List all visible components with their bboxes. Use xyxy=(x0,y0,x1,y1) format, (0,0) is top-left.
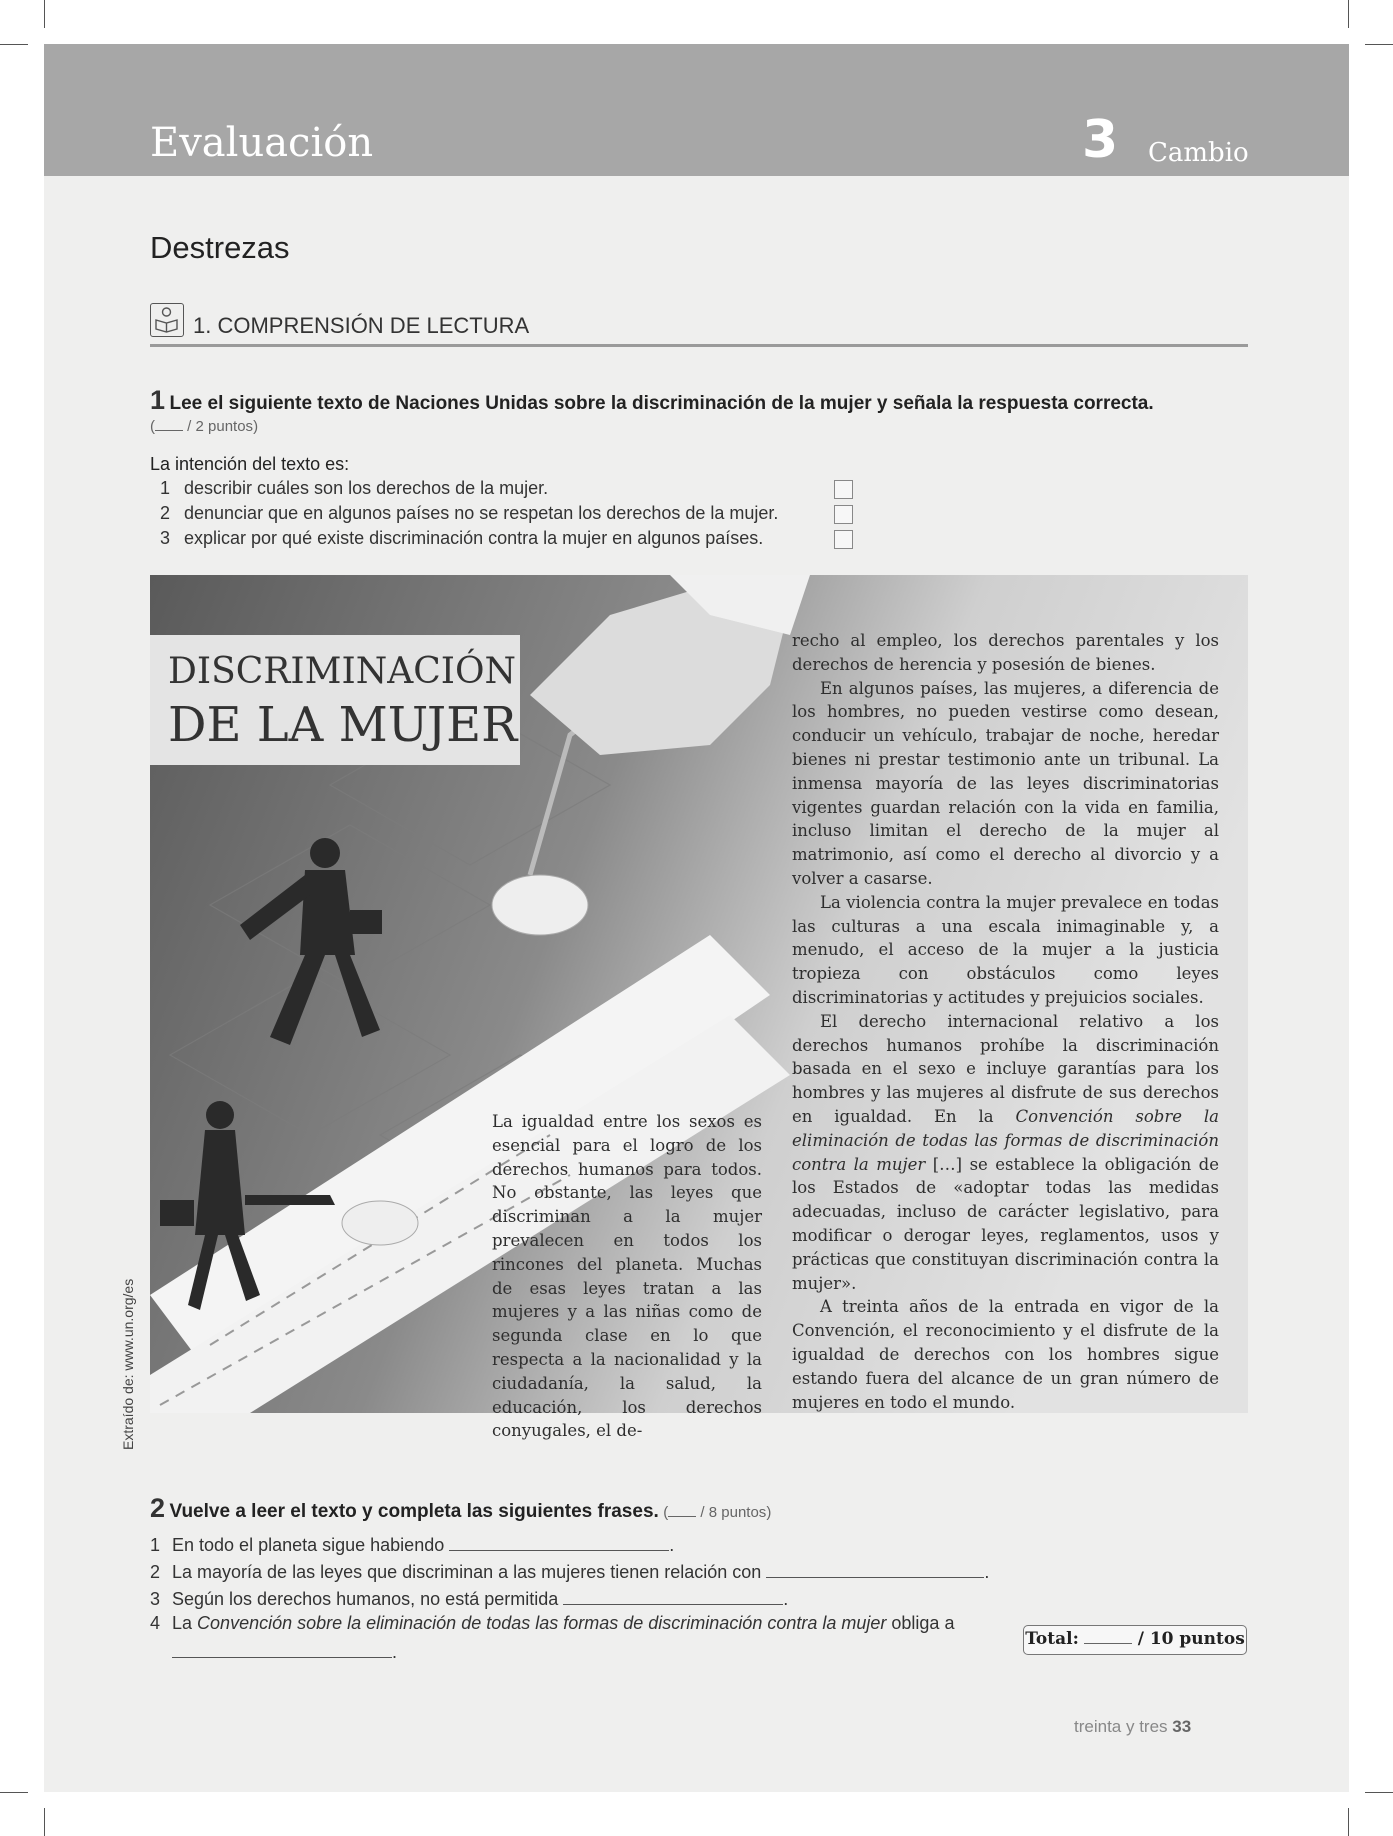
page-word: treinta y tres xyxy=(1074,1717,1168,1736)
option-3: 3 explicar por qué existe discriminación contra la mujer en algunos países. xyxy=(160,528,764,548)
option-text: denunciar que en algunos países no se respetan los derechos de la mujer. xyxy=(184,503,779,523)
option-text: describir cuáles son los derechos de la mujer. xyxy=(184,478,549,498)
unit-name: Cambio xyxy=(1148,138,1249,168)
article-paragraph: La violencia contra la mujer prevalece en todas las culturas a una escala inimaginable y, a menudo, el acceso de la mujer a la justicia tropieza con obstáculos como leyes discriminatorias y actitudes y prejuicios sociales. xyxy=(792,892,1219,1007)
article-title-box xyxy=(150,635,520,765)
question-1 xyxy=(150,385,1154,416)
section-title: 1. COMPRENSIÓN DE LECTURA xyxy=(193,313,530,338)
sentence-3: 3 Según los derechos humanos, no está permitida . xyxy=(150,1586,788,1610)
option-2-checkbox[interactable] xyxy=(834,505,853,524)
answer-blank[interactable] xyxy=(449,1532,669,1551)
sentence-2: 2 La mayoría de las leyes que discriminan a las mujeres tienen relación con . xyxy=(150,1559,989,1583)
option-text: explicar por qué existe discriminación contra la mujer en algunos países. xyxy=(184,528,764,548)
article-paragraph: La igualdad entre los sexos es esencial para el logro de los derechos humanos para todos. No obstante, las leyes que discriminan a la mujer prevalecen en todos los rincones del planeta. Muchas de esas leyes tratan a las mujeres y a las niñas como de segunda clase en lo que respecta a la nacionalidad y la ciudadanía, la salud, la educación, los derechos conyugales, el de- xyxy=(492,1112,762,1441)
page xyxy=(44,44,1349,1792)
total-label: Total: xyxy=(1025,1629,1079,1649)
reading-person-icon xyxy=(150,303,184,337)
unit-number: 3 xyxy=(1082,110,1119,170)
article-right-column xyxy=(792,629,1219,1414)
question-number: 2 xyxy=(150,1493,166,1523)
sentence-4: 4 La Convención sobre la eliminación de todas las formas de discriminación contra la mujer obliga a xyxy=(150,1613,955,1633)
header-title: Evaluación xyxy=(150,120,374,166)
page-number: 33 xyxy=(1172,1717,1192,1736)
header-band xyxy=(44,44,1349,176)
answer-blank[interactable] xyxy=(766,1559,984,1578)
sentence-4-continuation: . xyxy=(172,1639,397,1663)
article-paragraph: recho al empleo, los derechos parentales y los derechos de herencia y posesión de bienes. xyxy=(792,631,1219,674)
total-box xyxy=(1023,1625,1247,1655)
crop-mark xyxy=(1348,0,1349,28)
article-title-line1: DISCRIMINACIÓN xyxy=(168,651,516,692)
answer-blank[interactable] xyxy=(172,1639,392,1658)
sentence-1: 1 En todo el planeta sigue habiendo . xyxy=(150,1532,674,1556)
section-heading: Destrezas xyxy=(150,230,290,265)
crop-mark xyxy=(44,1808,45,1836)
question-text: Lee el siguiente texto de Naciones Unidas sobre la discriminación de la mujer y señala la respuesta correcta. xyxy=(169,393,1154,414)
total-blank[interactable] xyxy=(1084,1643,1132,1644)
option-1-checkbox[interactable] xyxy=(834,480,853,499)
option-1: 1 describir cuáles son los derechos de la mujer. xyxy=(160,478,549,498)
section-divider xyxy=(150,344,1248,347)
crop-mark xyxy=(1348,1808,1349,1836)
total-points: / 10 puntos xyxy=(1137,1629,1245,1649)
article-paragraph: En algunos países, las mujeres, a diferencia de los hombres, no pueden vestirse como desean, conducir un vehículo, trabajar de noche, heredar bienes ni prestar testimonio ante un tribunal. La inmensa mayoría de las leyes discriminatorias vigentes guardan relación con la vida en familia, incluso limitan el derecho de la mujer al matrimonio, así como el derecho al divorcio y a volver a casarse. xyxy=(792,678,1219,888)
points-value: / 2 puntos xyxy=(187,418,254,435)
points-label: ( / 2 puntos) xyxy=(150,418,259,435)
question-2 xyxy=(150,1493,771,1524)
crop-mark xyxy=(1365,1792,1393,1793)
points-value: / 8 puntos xyxy=(700,1504,767,1521)
article-left-column xyxy=(492,1110,762,1443)
source-credit: Extraído de: www.un.org/es xyxy=(120,1278,136,1450)
answer-blank[interactable] xyxy=(563,1586,783,1605)
option-3-checkbox[interactable] xyxy=(834,530,853,549)
crop-mark xyxy=(44,0,45,28)
crop-mark xyxy=(0,44,28,45)
points-label: ( / 8 puntos) xyxy=(663,1504,772,1521)
article-paragraph: A treinta años de la entrada en vigor de la Convención, el reconocimiento y el disfrute de la igualdad de derechos con los hombres sigue estando fuera del alcance de un gran número de mujeres en todo el mundo. xyxy=(792,1297,1219,1412)
intent-label: La intención del texto es: xyxy=(150,454,350,474)
option-2: 2 denunciar que en algunos países no se respetan los derechos de la mujer. xyxy=(160,503,779,523)
crop-mark xyxy=(1365,44,1393,45)
article-title-line2: DE LA MUJER xyxy=(168,697,518,753)
crop-mark xyxy=(0,1792,28,1793)
article-paragraph: El derecho internacional relativo a los derechos humanos prohíbe la discriminación basada en el sexo e incluye garantías para los hombres y las mujeres al disfrute de sus derechos en igualdad. En la Convención sobre la eliminación de todas las formas de discriminación contra la mujer […] se establece la obligación de los Estados de «adoptar todas las medidas adecuadas, incluso de carácter legislativo, para modificar o derogar leyes, reglamentos, usos y prácticas que constituyan discriminación contra la mujer». xyxy=(792,1011,1219,1293)
question-number: 1 xyxy=(150,385,166,415)
convention-name: Convención sobre la eliminación de todas las formas de discriminación contra la mujer xyxy=(792,1106,1219,1174)
article-figure xyxy=(150,575,1248,1441)
question-text: Vuelve a leer el texto y completa las siguientes frases. xyxy=(169,1501,659,1522)
page-footer xyxy=(1074,1717,1191,1737)
